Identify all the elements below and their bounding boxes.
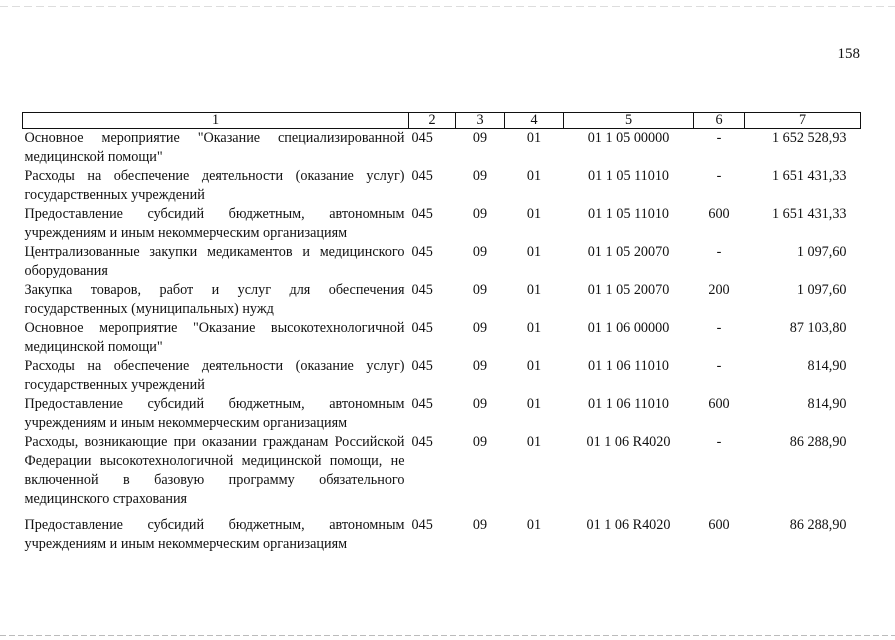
table-row [23,243,861,281]
expense-type-code: - [716,320,722,336]
column-header: 7 [745,113,861,129]
expense-type-code: - [716,434,722,450]
expense-type-code: - [716,358,722,374]
ministry-code: 045 [411,282,433,298]
amount: 86 288,90 [789,434,847,450]
budget-table [22,112,861,554]
amount: 87 103,80 [789,320,847,336]
amount: 1 651 431,33 [772,206,847,222]
table-row [23,129,861,168]
column-header: 6 [694,113,745,129]
subsection-code: 01 [526,517,542,533]
section-code: 09 [472,358,488,374]
ministry-code: 045 [411,434,433,450]
target-article-code: 01 1 05 11010 [587,206,670,222]
table-header-row [23,113,861,129]
expense-type-code: - [716,168,722,184]
table-row [23,281,861,319]
expense-type-code: - [716,130,722,146]
section-code: 09 [472,244,488,260]
ministry-code: 045 [411,206,433,222]
expense-name: Предоставление субсидий бюджетным, автономным учреждениям и иным некоммерческим организациям [24,396,405,431]
subsection-code: 01 [526,396,542,412]
table-row [23,433,861,516]
expense-name: Основное мероприятие "Оказание высокотехнологичной медицинской помощи" [24,320,405,355]
amount: 1 652 528,93 [772,130,847,146]
target-article-code: 01 1 05 20070 [587,244,670,260]
subsection-code: 01 [526,130,542,146]
amount: 814,90 [807,358,847,374]
amount: 1 097,60 [796,282,847,298]
column-header: 1 [23,113,409,129]
table-row [23,516,861,554]
expense-name: Закупка товаров, работ и услуг для обеспечения государственных (муниципальных) нужд [24,282,405,317]
expense-type-code: 600 [708,396,730,412]
section-code: 09 [472,168,488,184]
section-code: 09 [472,434,488,450]
scan-edge-top [0,6,895,7]
subsection-code: 01 [526,206,542,222]
subsection-code: 01 [526,244,542,260]
section-code: 09 [472,206,488,222]
target-article-code: 01 1 06 11010 [587,396,670,412]
amount: 1 097,60 [796,244,847,260]
subsection-code: 01 [526,434,542,450]
section-code: 09 [472,130,488,146]
subsection-code: 01 [526,282,542,298]
column-header: 4 [505,113,564,129]
section-code: 09 [472,396,488,412]
page-number: 158 [837,46,860,62]
expense-type-code: - [716,244,722,260]
subsection-code: 01 [526,168,542,184]
section-code: 09 [472,517,488,533]
target-article-code: 01 1 06 R4020 [586,434,671,450]
target-article-code: 01 1 06 00000 [587,320,670,336]
expense-type-code: 600 [708,206,730,222]
target-article-code: 01 1 05 11010 [587,168,670,184]
expense-name: Расходы, возникающие при оказании гражданам Российской Федерации высокотехнологичной медицинской помощи, не включенной в базовую программу обязательного медицинского страхования [24,434,405,507]
ministry-code: 045 [411,517,433,533]
expense-name: Централизованные закупки медикаментов и медицинского оборудования [24,244,405,279]
ministry-code: 045 [411,244,433,260]
expense-name: Основное мероприятие "Оказание специализированной медицинской помощи" [24,130,405,165]
table-row [23,205,861,243]
section-code: 09 [472,320,488,336]
ministry-code: 045 [411,168,433,184]
scan-edge-bottom [0,635,895,636]
target-article-code: 01 1 05 00000 [587,130,670,146]
column-header: 3 [456,113,505,129]
target-article-code: 01 1 05 20070 [587,282,670,298]
target-article-code: 01 1 06 R4020 [586,517,671,533]
table-row [23,395,861,433]
ministry-code: 045 [411,396,433,412]
expense-name: Предоставление субсидий бюджетным, автономным учреждениям и иным некоммерческим организациям [24,517,405,552]
subsection-code: 01 [526,320,542,336]
subsection-code: 01 [526,358,542,374]
amount: 86 288,90 [789,517,847,533]
column-header: 5 [564,113,694,129]
table-row [23,167,861,205]
expense-name: Расходы на обеспечение деятельности (оказание услуг) государственных учреждений [24,168,405,203]
expense-name: Предоставление субсидий бюджетным, автономным учреждениям и иным некоммерческим организациям [24,206,405,241]
table-row [23,319,861,357]
target-article-code: 01 1 06 11010 [587,358,670,374]
section-code: 09 [472,282,488,298]
ministry-code: 045 [411,320,433,336]
column-header: 2 [409,113,456,129]
expense-type-code: 600 [708,517,730,533]
ministry-code: 045 [411,130,433,146]
expense-type-code: 200 [708,282,730,298]
ministry-code: 045 [411,358,433,374]
amount: 1 651 431,33 [772,168,847,184]
expense-name: Расходы на обеспечение деятельности (оказание услуг) государственных учреждений [24,358,405,393]
amount: 814,90 [807,396,847,412]
table-row [23,357,861,395]
